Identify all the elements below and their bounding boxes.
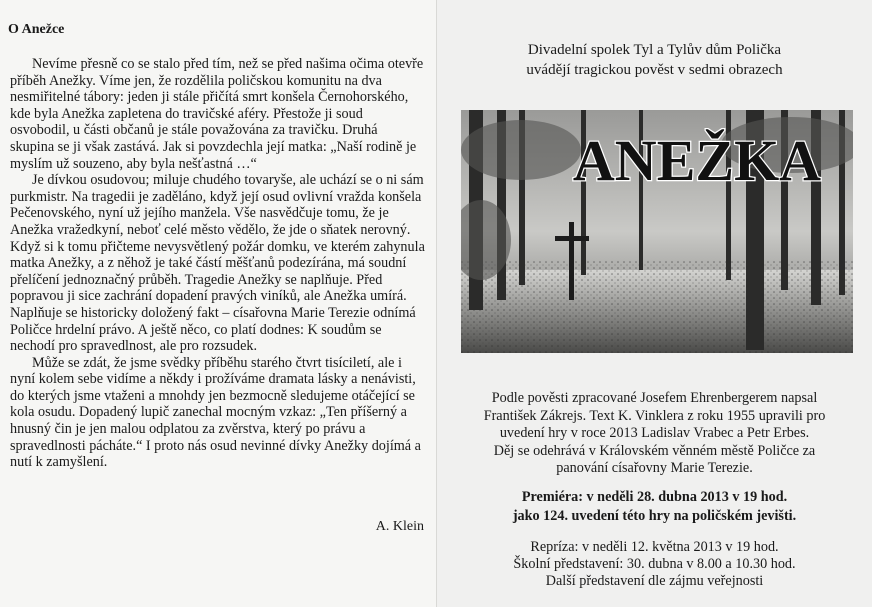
school-performance-line: Školní představení: 30. dubna v 8.00 a 10.30 hod. [513,556,796,572]
heading-line-2: uvádějí tragickou pověst v sedmi obrazech [526,62,783,78]
heading-line-1: Divadelní spolek Tyl a Tylův dům Polička [527,42,782,58]
poster-title: ANEŽKA [572,128,822,193]
credits-block [437,390,872,478]
article-body [10,56,425,471]
credits-line: Podle pověsti zpracované Josefem Ehrenbergerem napsal [491,390,818,406]
article-title: O Anežce [8,22,65,37]
reprise-line: Repríza: v neděli 12. května 2013 v 19 hod. [530,539,779,555]
credits-line: panování císařovny Marie Terezie. [556,460,753,477]
premiere-line-2: jako 124. uvedení této hry na poličském jevišti. [512,508,797,524]
paragraph-1: Nevíme přesně co se stalo před tím, než se před našima očima otevře příběh Anežky. Víme jen, že rozdělila poličskou komunitu na dva nesmiřitelné tábory: jeden ji stále přičítá smrt konšela Černohorského, kde byla Anežka zapletena do travičské aféry. Přestože ji soud osvobodil, u části občanů je stále považována za travičku. Druhá skupina se ji však zastává. Jak si povzdechla její matka: „Naší rodině je myslím už souzeno, aby byla nešťastná …“ [10,56,424,172]
performances-block [437,539,872,590]
further-performances-line: Další představení dle zájmu veřejnosti [545,573,764,589]
credits-line: František Zákrejs. Text K. Vinklera z roku 1955 upravili pro [483,407,826,424]
credits-line: Děj se odehrává v Královském věnném městě Poličce za [493,442,816,459]
poster-image [461,110,853,353]
credits-line: uvedení hry v roce 2013 Ladislav Vrabec a Petr Erbes. [499,425,810,442]
program-heading [437,40,872,80]
signature: A. Klein [375,519,424,534]
premiere-line-1: Premiéra: v neděli 28. dubna 2013 v 19 hod. [521,489,788,505]
premiere-block [437,488,872,526]
right-page [436,0,872,607]
paragraph-3: Může se zdát, že jsme svědky příběhu starého čtvrt tisíciletí, ale i nyní kolem sebe vidíme a někdy i prožíváme dramata lásky a nenávisti, do kterých jsme vtaženi a mnohdy jen bezmocně sledujeme otáčející se kola osudu. Dopadený lupič zanechal mocným vzkaz: „Ten příšerný a hnusný čin je jen malou odplatou za zvěrstva, který po právu a spravedlnosti pácháte.“ I proto nás osud nevinné dívky Anežky dojímá a nutí k zamyšlení. [10,354,421,471]
paragraph-2: Je dívkou osudovou; miluje chudého tovaryše, ale uchází se o ni sám purkmistr. Na tragedii je zaděláno, když její osud ovlivní vražda konšela Pečenovského, nyní už jejího manžela. Vše nasvědčuje tomu, že je Anežka vražedkyní, neboť celé město vědělo, že jde o sňatek nerovný. Když si k tomu přičteme nevysvětlený požár domku, ve kterém zahynula matka Anežky, a z něhož je také částí měšťanů podezírána, má soudní přelíčení jednoznačný průběh. Tragedie Anežky se naplňuje. Před popravou ji sice zachrání dopadení pravých viníků, ale Anežka umírá. Naplňuje se historicky doložený fakt – císařovna Marie Terezie odnímá Poličce hrdelní právo. A ještě něco, co platí dodnes: K soudům se nechodí pro spravedlnost, ale pro rozsudek. [10,172,425,355]
